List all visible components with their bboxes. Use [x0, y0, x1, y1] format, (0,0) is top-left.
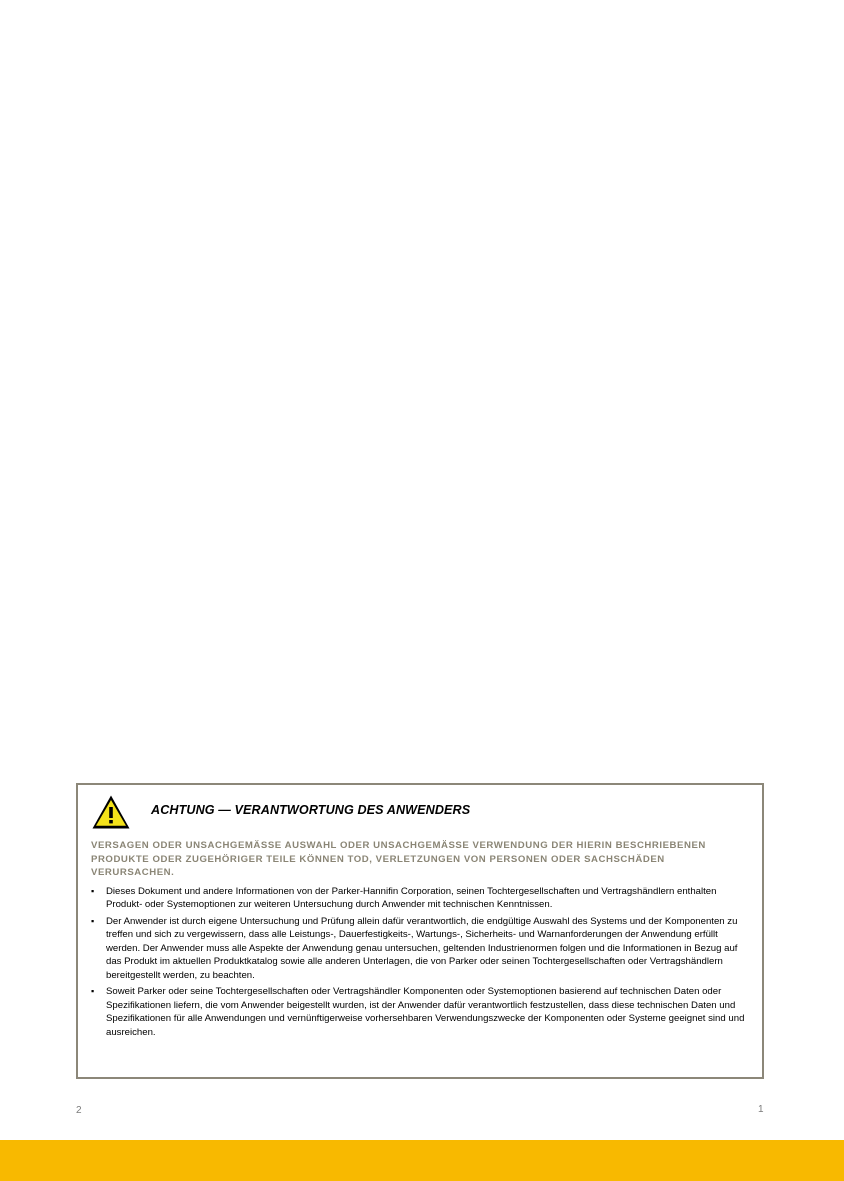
warning-box — [76, 783, 764, 1079]
bullet-text: Soweit Parker oder seine Tochtergesellschaften oder Vertragshändler Komponenten oder Systemoptionen basierend auf technischen Daten oder Spezifikationen liefern, die vom Anwender beigestellt wurden, ist der Anwender dafür verantwortlich festzustellen, dass diese technischen Daten und Spezifikationen für alle Anwendungen und vernünftigerweise vorhersehbaren Verwendungszwecke der Komponenten oder Systeme geeignet sind und ausreichen. — [106, 986, 745, 1038]
bullet-icon: ▪ — [91, 986, 95, 997]
warning-bullet-list — [91, 885, 748, 1040]
list-item — [91, 885, 748, 912]
warning-summary: VERSAGEN ODER UNSACHGEMÄSSE AUSWAHL ODER UNSACHGEMÄSSE VERWENDUNG DER HIERIN BESCHRIEBENEN PRODUKTE ODER ZUGEHÖRIGER TEILE KÖNNEN TOD, VERLETZUNGEN VON PERSONEN ODER SACHSCHÄDEN VERURSACHEN. — [91, 840, 706, 879]
page-number-right: 1 — [758, 1104, 764, 1115]
footer-bar — [0, 1140, 844, 1181]
warning-triangle-icon — [91, 794, 131, 830]
bullet-icon: ▪ — [91, 885, 95, 896]
bullet-text: Der Anwender ist durch eigene Untersuchung und Prüfung allein dafür verantwortlich, die endgültige Auswahl des Systems und der Komponenten zu treffen und sich zu vergewissern, dass alle Leistungs-, Dauerfestigkeits-, Wartungs-, Sicherheits- und Warnanforderungen der Anwendung erfüllt werden. Der Anwender muss alle Aspekte der Anwendung genau untersuchen, geltenden Industrienormen folgen und die Informationen in Bezug auf das Produkt im aktuellen Produktkatalog sowie alle anderen Unterlagen, die von Parker oder seinen Tochtergesellschaften oder Vertragshändlern bereitgestellt werden, zu beachten. — [106, 915, 738, 981]
bullet-icon: ▪ — [91, 915, 95, 926]
warning-title: ACHTUNG — VERANTWORTUNG DES ANWENDERS — [151, 803, 471, 817]
warning-header — [91, 793, 748, 831]
list-item — [91, 915, 748, 983]
bullet-text: Dieses Dokument und andere Informationen von der Parker-Hannifin Corporation, seinen Tochtergesellschaften und Vertragshändlern enthalten Produkt- oder Systemoptionen zur weiteren Untersuchung durch Anwender mit technischen Kenntnissen. — [106, 885, 717, 911]
list-item — [91, 985, 748, 1039]
page-number-left: 2 — [76, 1105, 82, 1116]
